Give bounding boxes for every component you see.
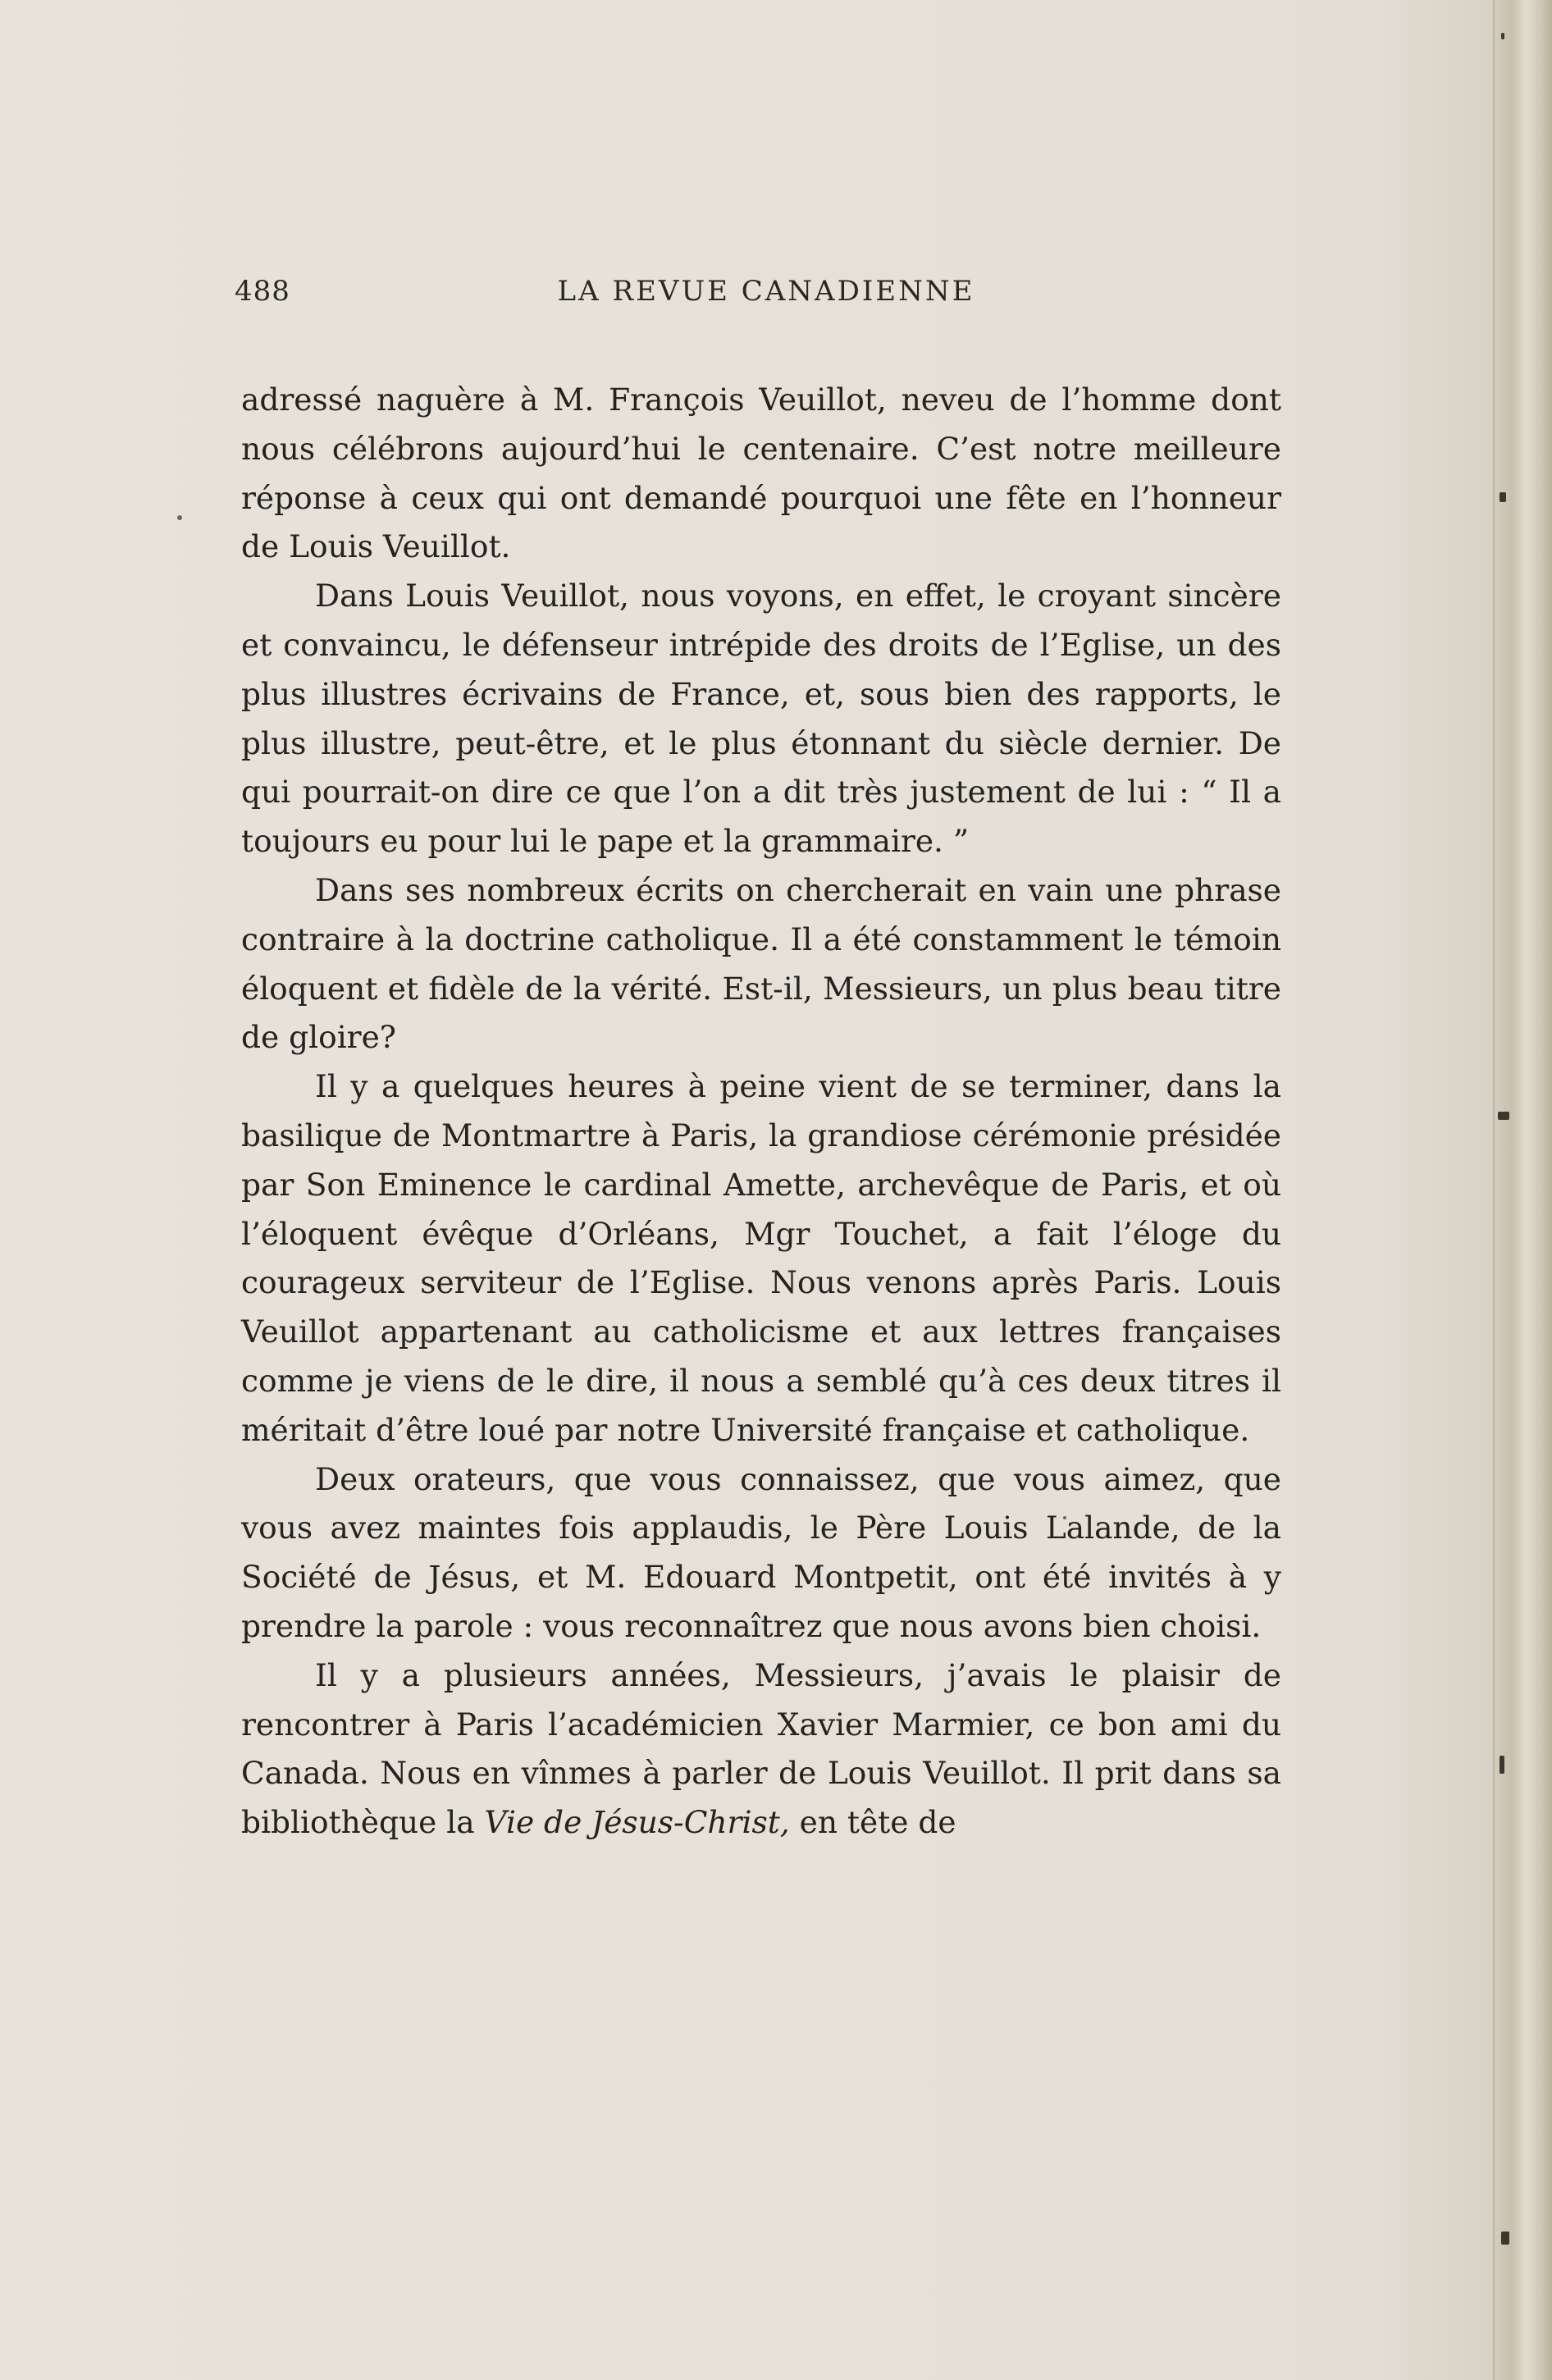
paragraph: Dans ses nombreux écrits on chercherait en vain une phrase contraire à la doctrine catholique. Il a été constamment le témoin éloquent et fidèle de la vérité. Est-il, Messieurs, un plus beau titre de gloire?	[241, 871, 1281, 1056]
edge-stain	[1501, 33, 1504, 39]
paragraph-text: Il y a plusieurs années, Messieurs, j’avais le plaisir de rencontrer à Paris l’académicien Xavier Marmier, ce bon ami du Canada. Nous en vînmes à parler de Louis Veuillot. Il prit dans sa bibliothèque la	[241, 1656, 1281, 1841]
running-header	[235, 275, 1293, 317]
paragraph: Il y a quelques heures à peine vient de se terminer, dans la basilique de Montmartre à Paris, la grandiose cérémonie présidée par Son Eminence le cardinal Amette, archevêque de Paris, et où l’éloquent évêque d’Orléans, Mgr Touchet, a fait l’éloge du courageux serviteur de l’Eglise. Nous venons après Paris. Louis Veuillot appartenant au catholicisme et aux lettres françaises comme je viens de le dire, il nous a semblé qu’à ces deux titres il méritait d’être loué par notre Université française et catholique.	[241, 1068, 1281, 1448]
running-title: LA REVUE CANADIENNE	[557, 275, 975, 308]
edge-stain	[1500, 1756, 1504, 1774]
page-number: 488	[235, 275, 290, 308]
edge-stain	[1500, 492, 1506, 502]
paragraph: Dans Louis Veuillot, nous voyons, en effet, le croyant sincère et convaincu, le défenseur intrépide des droits de l’Eglise, un des plus illustres écrivains de France, et, sous bien des rapports, le plus illustre, peut-être, et le plus étonnant du siècle dernier. De qui pourrait-on dire ce que l’on a dit très justement de lui : “ Il a toujours eu pour lui le pape et la grammaire. ”	[241, 578, 1281, 860]
body-text	[241, 376, 1281, 1848]
edge-stain	[1501, 2232, 1509, 2245]
paragraph: Deux orateurs, que vous connaissez, que vous aimez, que vous avez maintes fois applaudis, le Père Louis Lalande, de la Société de Jésus, et M. Edouard Montpetit, ont été invités à y prendre la parole : vous reconnaîtrez que nous avons bien choisi.	[241, 1460, 1281, 1644]
book-title: Vie de Jésus-Christ,	[484, 1804, 790, 1841]
paper-speck	[177, 515, 182, 520]
paragraph: adressé naguère à M. François Veuillot, neveu de l’homme dont nous célébrons aujourd’hui le centenaire. C’est notre meilleure réponse à ceux qui ont demandé pourquoi une fête en l’honneur de Louis Veuillot.	[241, 381, 1281, 565]
edge-stain	[1498, 1112, 1509, 1120]
paragraph	[241, 1651, 1281, 1848]
paragraph-text: en tête de	[789, 1804, 956, 1841]
page-edge	[1493, 0, 1552, 2380]
